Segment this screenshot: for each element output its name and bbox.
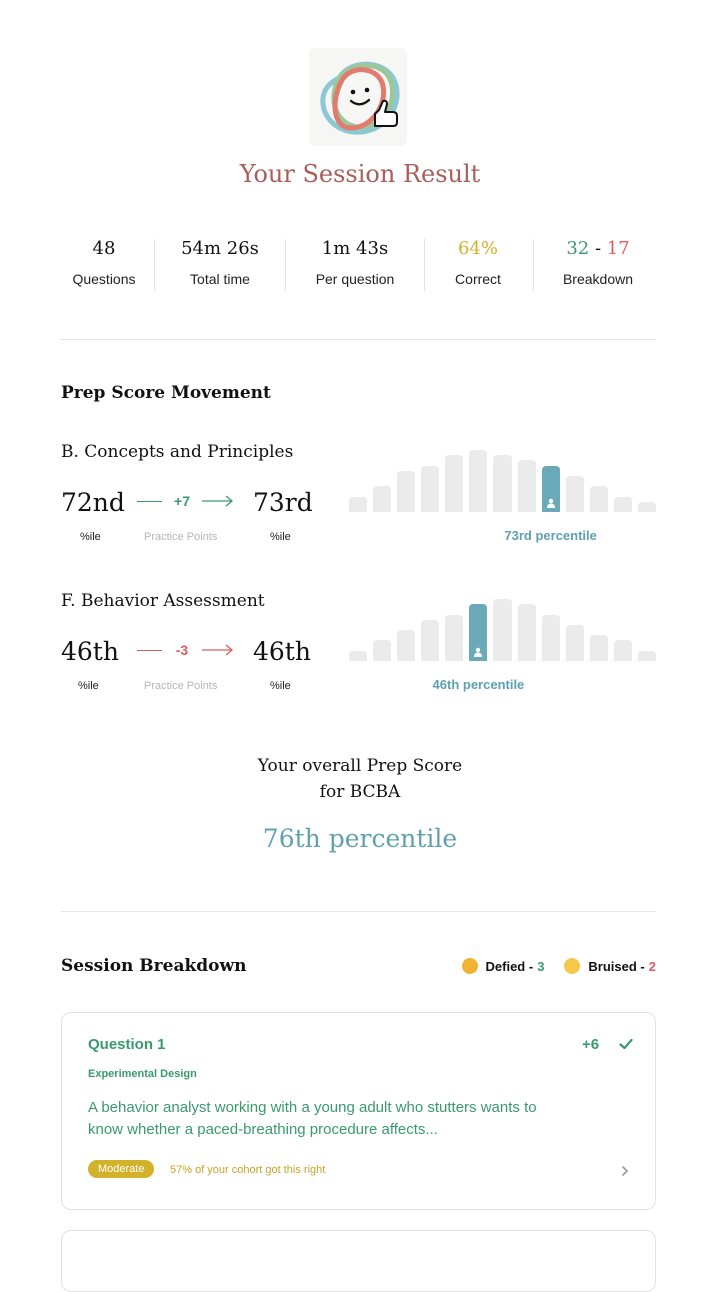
wrong-count: 17 (606, 238, 630, 259)
delta-line-left (137, 501, 162, 502)
legend-bruised-count: 2 (648, 958, 656, 974)
stat-label: Correct (455, 271, 501, 287)
question-title: Question 1 (88, 1036, 166, 1053)
distribution-bar (493, 455, 511, 512)
breakdown-section-title: Session Breakdown (61, 956, 247, 976)
distribution-bar (421, 620, 439, 661)
section-divider (61, 339, 656, 340)
percentile-label: 46th percentile (432, 677, 525, 692)
legend-defied (462, 958, 545, 974)
to-unit: %ile (270, 680, 291, 692)
section-divider (61, 911, 656, 912)
distribution-bar (445, 455, 463, 512)
flexed-biceps-icon (462, 958, 478, 974)
smiley-thumbs-up-logo-icon (309, 48, 407, 146)
stat-label: Questions (72, 271, 136, 287)
stat-label: Total time (190, 271, 250, 287)
from-unit: %ile (78, 680, 99, 692)
distribution-bar (518, 460, 536, 512)
percentile-distribution-chart (349, 448, 656, 512)
distribution-bar (590, 635, 608, 661)
distribution-bar-you (469, 604, 487, 661)
question-card[interactable] (61, 1230, 656, 1292)
distribution-bar (349, 497, 367, 513)
stat-value: 48 (92, 238, 116, 259)
divider (533, 239, 534, 291)
stat-label: Per question (315, 271, 395, 287)
overall-caption-line2: for BCBA (319, 782, 401, 802)
distribution-bar (566, 476, 584, 512)
breakdown-legend (442, 958, 656, 974)
cohort-stat: 57% of your cohort got this right (170, 1164, 326, 1176)
legend-bruised-label: Bruised - (588, 958, 645, 974)
distribution-bar (614, 497, 632, 513)
delta-caption: Practice Points (144, 680, 218, 692)
category-name: F. Behavior Assessment (61, 591, 265, 611)
delta-line-left (137, 650, 162, 651)
stat-value (550, 236, 646, 262)
distribution-bar (373, 486, 391, 512)
distribution-bar (638, 651, 656, 661)
distribution-bar (638, 502, 656, 512)
delta-caption: Practice Points (144, 531, 218, 543)
stat-value: 64% (457, 238, 498, 259)
divider (154, 239, 155, 291)
divider (285, 239, 286, 291)
from-unit: %ile (80, 531, 101, 543)
overall-caption (0, 753, 720, 805)
person-icon (473, 647, 483, 657)
arrow-right-icon (202, 494, 234, 513)
stat-per-question (300, 236, 410, 287)
legend-defied-count: 3 (537, 958, 545, 974)
stat-correct (438, 236, 518, 287)
question-topic: Experimental Design (88, 1068, 197, 1080)
from-percentile: 72nd (61, 488, 125, 517)
stat-value: 54m 26s (181, 238, 259, 259)
person-icon (546, 498, 556, 508)
question-excerpt-line1: A behavior analyst working with a young adult who stutters wants to (88, 1099, 537, 1116)
overall-prep-score: 76th percentile (262, 824, 458, 853)
check-icon (619, 1037, 633, 1056)
distribution-bar (614, 640, 632, 661)
chevron-right-icon[interactable] (620, 1164, 630, 1182)
overall-caption-line1: Your overall Prep Score (257, 756, 463, 776)
question-excerpt (88, 1097, 628, 1141)
stat-breakdown (550, 236, 646, 287)
distribution-bar (566, 625, 584, 661)
distribution-bar (590, 486, 608, 512)
page-title: Your Session Result (239, 160, 481, 188)
distribution-bar (542, 615, 560, 662)
prep-section-title: Prep Score Movement (61, 383, 271, 403)
bruised-face-icon (564, 958, 580, 974)
question-excerpt-line2: know whether a paced-breathing procedure affects... (88, 1121, 438, 1138)
percentile-label: 73rd percentile (504, 528, 597, 543)
distribution-bar (421, 466, 439, 513)
to-percentile: 46th (253, 637, 311, 666)
distribution-bar-you (542, 466, 560, 513)
distribution-bar (493, 599, 511, 661)
distribution-bar (397, 630, 415, 661)
category-name: B. Concepts and Principles (61, 442, 294, 462)
distribution-bar (518, 604, 536, 661)
difficulty-badge: Moderate (88, 1160, 154, 1178)
question-card[interactable] (61, 1012, 656, 1210)
distribution-bar (445, 615, 463, 662)
separator: - (594, 238, 602, 259)
legend-bruised (564, 958, 656, 974)
distribution-bar (373, 640, 391, 661)
from-percentile: 46th (61, 637, 119, 666)
distribution-bar (397, 471, 415, 512)
arrow-right-icon (202, 643, 234, 662)
delta-value: -3 (175, 642, 189, 658)
stat-label: Breakdown (562, 271, 634, 287)
app-logo (309, 48, 407, 146)
delta-value: +7 (174, 493, 190, 509)
correct-count: 32 (566, 238, 590, 259)
to-unit: %ile (270, 531, 291, 543)
question-points: +6 (582, 1036, 600, 1053)
divider (424, 239, 425, 291)
legend-defied-label: Defied - (485, 958, 534, 974)
stat-value: 1m 43s (321, 238, 389, 259)
distribution-bar (349, 651, 367, 661)
stat-total-time (165, 236, 275, 287)
to-percentile: 73rd (253, 488, 313, 517)
percentile-distribution-chart (349, 597, 656, 661)
stat-questions (69, 236, 139, 287)
distribution-bar (469, 450, 487, 512)
